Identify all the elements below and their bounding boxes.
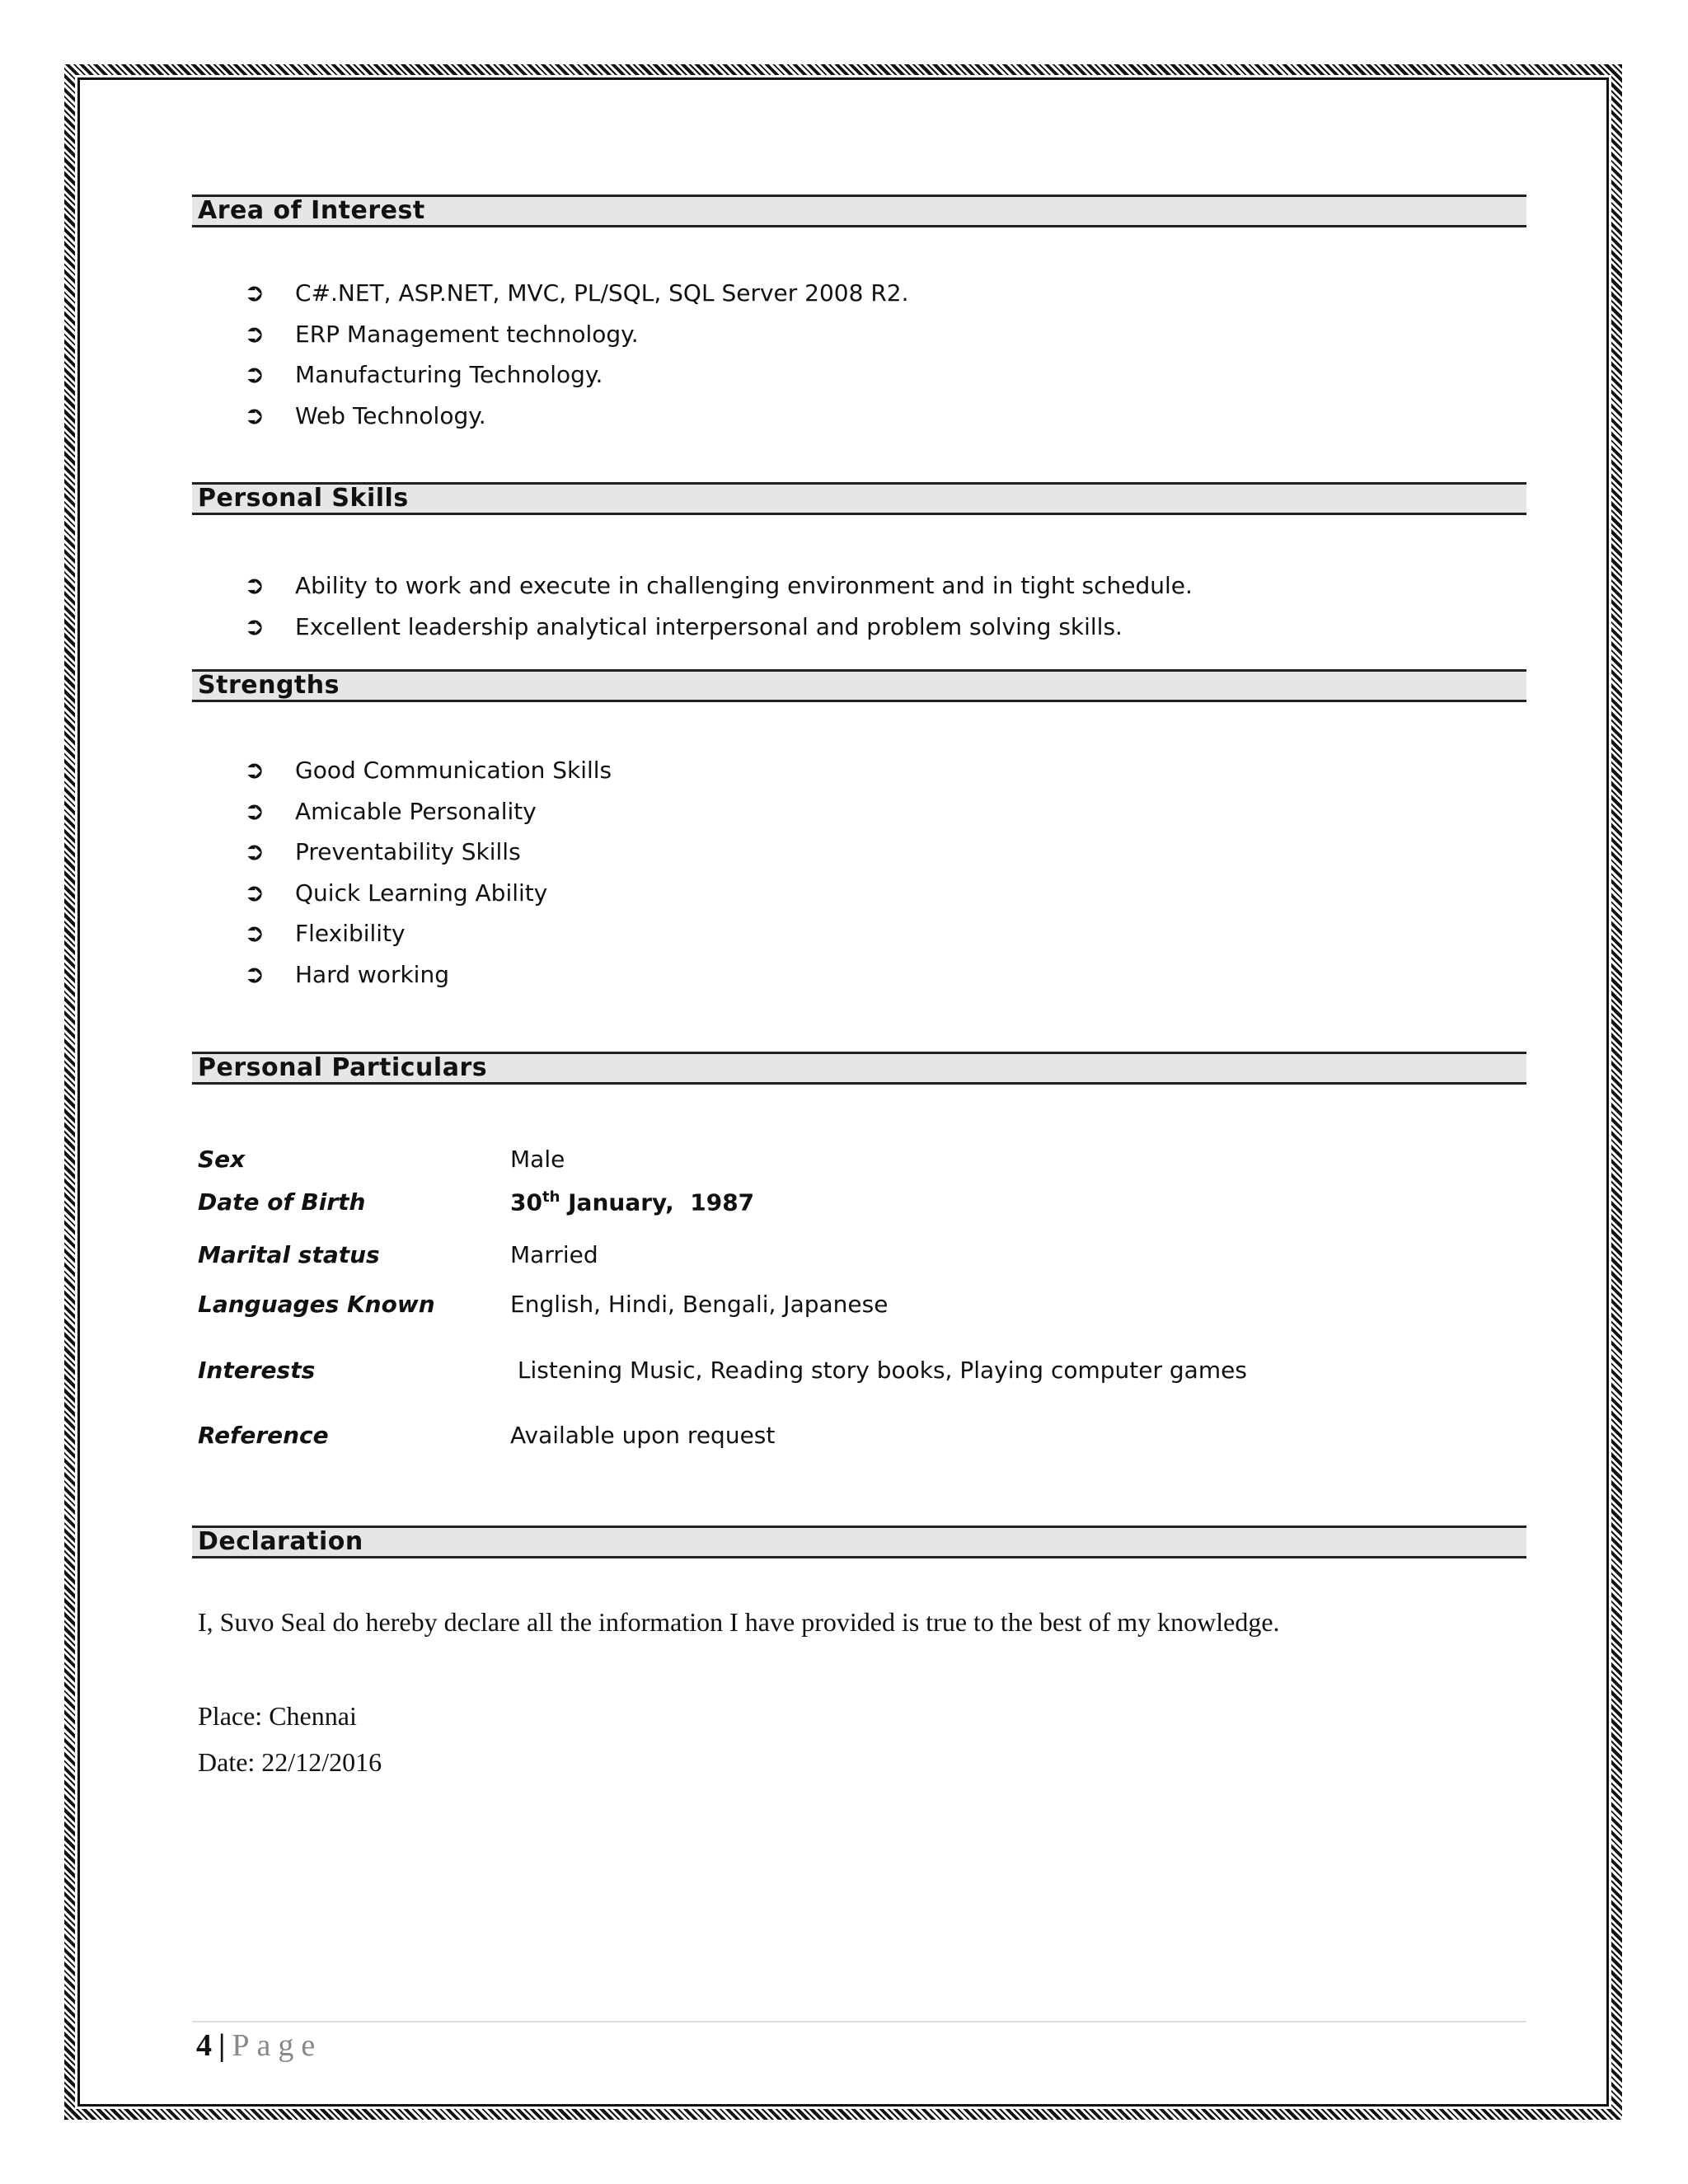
arrow-right-icon: ➲ <box>244 959 265 989</box>
arrow-right-icon: ➲ <box>244 837 265 866</box>
particular-label: Marital status <box>198 1241 380 1268</box>
arrow-right-icon: ➲ <box>244 919 265 948</box>
section-header-personal-particulars: Personal Particulars <box>192 1052 1526 1085</box>
declaration-date: Date: 22/12/2016 <box>198 1747 382 1777</box>
section-header-strengths: Strengths <box>192 669 1526 702</box>
declaration-text: I, Suvo Seal do hereby declare all the information I have provided is true to the best of my knowledge. <box>198 1607 1280 1637</box>
section-header-personal-skills: Personal Skills <box>192 482 1526 515</box>
arrow-right-icon: ➲ <box>244 756 265 785</box>
particular-label: Languages Known <box>198 1291 435 1318</box>
particular-value: Married <box>510 1241 598 1268</box>
arrow-right-icon: ➲ <box>244 360 265 389</box>
page-label: Page <box>232 2028 323 2063</box>
arrow-right-icon: ➲ <box>244 401 265 430</box>
particular-label: Interests <box>198 1357 316 1384</box>
footer-separator: | <box>218 2028 226 2063</box>
particular-row-languages-known <box>0 1291 1688 1327</box>
arrow-right-icon: ➲ <box>244 279 265 307</box>
section-header-declaration: Declaration <box>192 1526 1526 1558</box>
arrow-right-icon: ➲ <box>244 612 265 641</box>
page-number: 4 <box>196 2028 212 2063</box>
arrow-right-icon: ➲ <box>244 319 265 349</box>
arrow-right-icon: ➲ <box>244 796 265 826</box>
particular-value: English, Hindi, Bengali, Japanese <box>510 1291 889 1318</box>
particular-row-date-of-birth <box>0 1188 1688 1225</box>
page-footer <box>196 2027 322 2064</box>
particular-value: Male <box>510 1146 565 1173</box>
arrow-right-icon: ➲ <box>244 878 265 907</box>
particular-row-marital-status <box>0 1241 1688 1277</box>
section-header-area-of-interest: Area of Interest <box>192 194 1526 227</box>
particular-label: Sex <box>198 1146 246 1173</box>
particular-value: 30th January, 1987 <box>510 1188 755 1216</box>
arrow-right-icon: ➲ <box>244 571 265 600</box>
particular-label: Date of Birth <box>198 1188 366 1216</box>
particular-value: Listening Music, Reading story books, Playing computer games <box>510 1357 1247 1384</box>
particular-value: Available upon request <box>510 1422 776 1449</box>
declaration-place: Place: Chennai <box>198 1701 357 1731</box>
particular-row-interests <box>0 1357 1688 1393</box>
particular-row-sex <box>0 1146 1688 1182</box>
particular-label: Reference <box>198 1422 329 1449</box>
particular-row-reference <box>0 1422 1688 1458</box>
footer-divider <box>192 2021 1526 2022</box>
